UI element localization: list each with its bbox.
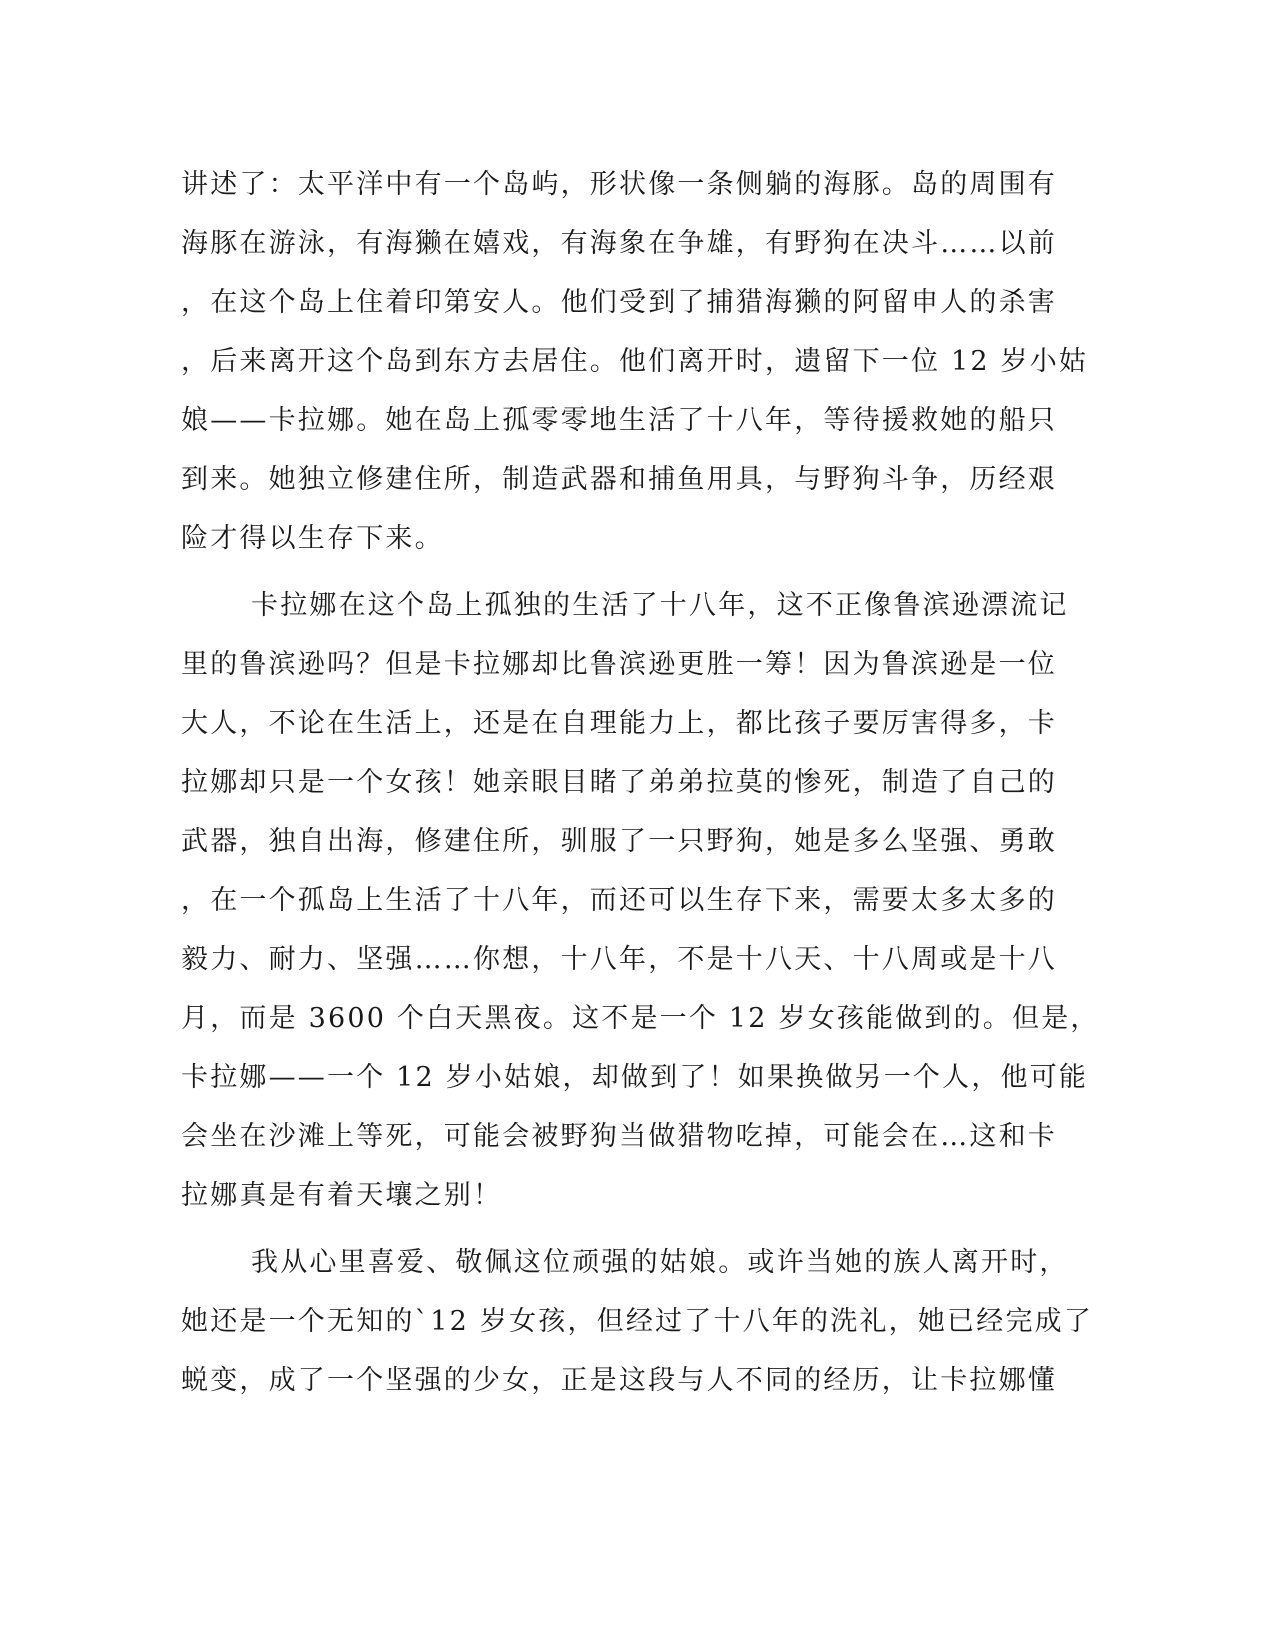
text-line: 大人，不论在生活上，还是在自理能力上，都比孩子要厉害得多，卡 bbox=[181, 708, 1057, 739]
text-line: 里的鲁滨逊吗？但是卡拉娜却比鲁滨逊更胜一筹！因为鲁滨逊是一位 bbox=[181, 649, 1057, 680]
text-line: 海豚在游泳，有海獭在嬉戏，有海象在争雄，有野狗在决斗……以前 bbox=[181, 228, 1057, 259]
text-line: ，后来离开这个岛到东方去居住。他们离开时，遗留下一位 12 岁小姑 bbox=[181, 346, 1089, 377]
text-line: 她还是一个无知的`12 岁女孩，但经过了十八年的洗礼，她已经完成了 bbox=[181, 1306, 1094, 1337]
text-line: 娘——卡拉娜。她在岛上孤零零地生活了十八年，等待援救她的船只 bbox=[181, 405, 1057, 436]
paragraph-spacer bbox=[181, 1225, 1041, 1233]
paragraph-1 bbox=[181, 155, 1089, 568]
text-line: 卡拉娜在这个岛上孤独的生活了十八年，这不正像鲁滨逊漂流记 bbox=[251, 590, 1069, 621]
text-line: 蜕变，成了一个坚强的少女，正是这段与人不同的经历，让卡拉娜懂 bbox=[181, 1365, 1057, 1396]
text-line: ，在这个岛上住着印第安人。他们受到了捕猎海獭的阿留申人的杀害 bbox=[181, 287, 1057, 318]
text-line: 拉娜真是有着天壤之别！ bbox=[181, 1180, 503, 1211]
text-line: 月，而是 3600 个白天黑夜。这不是一个 12 岁女孩能做到的。但是， bbox=[181, 1003, 1100, 1034]
text-line: 毅力、耐力、坚强……你想，十八年，不是十八天、十八周或是十八 bbox=[181, 944, 1057, 975]
paragraph-2 bbox=[181, 576, 1100, 1225]
text-line: ，在一个孤岛上生活了十八年，而还可以生存下来，需要太多太多的 bbox=[181, 885, 1057, 916]
text-line: 武器，独自出海，修建住所，驯服了一只野狗，她是多么坚强、勇敢 bbox=[181, 826, 1057, 857]
text-line: 拉娜却只是一个女孩！她亲眼目睹了弟弟拉莫的惨死，制造了自己的 bbox=[181, 767, 1057, 798]
paragraph-3 bbox=[181, 1233, 1094, 1410]
text-line: 我从心里喜爱、敬佩这位顽强的姑娘。或许当她的族人离开时， bbox=[251, 1247, 1069, 1278]
paragraph-spacer bbox=[181, 568, 1041, 576]
body-text bbox=[181, 155, 1100, 1410]
text-line: 卡拉娜——一个 12 岁小姑娘，却做到了！如果换做另一个人，他可能 bbox=[181, 1062, 1089, 1093]
text-line: 讲述了：太平洋中有一个岛屿，形状像一条侧躺的海豚。岛的周围有 bbox=[181, 169, 1057, 200]
text-line: 险才得以生存下来。 bbox=[181, 523, 444, 554]
text-line: 到来。她独立修建住所，制造武器和捕鱼用具，与野狗斗争，历经艰 bbox=[181, 464, 1057, 495]
text-line: 会坐在沙滩上等死，可能会被野狗当做猎物吃掉，可能会在…这和卡 bbox=[181, 1121, 1057, 1152]
